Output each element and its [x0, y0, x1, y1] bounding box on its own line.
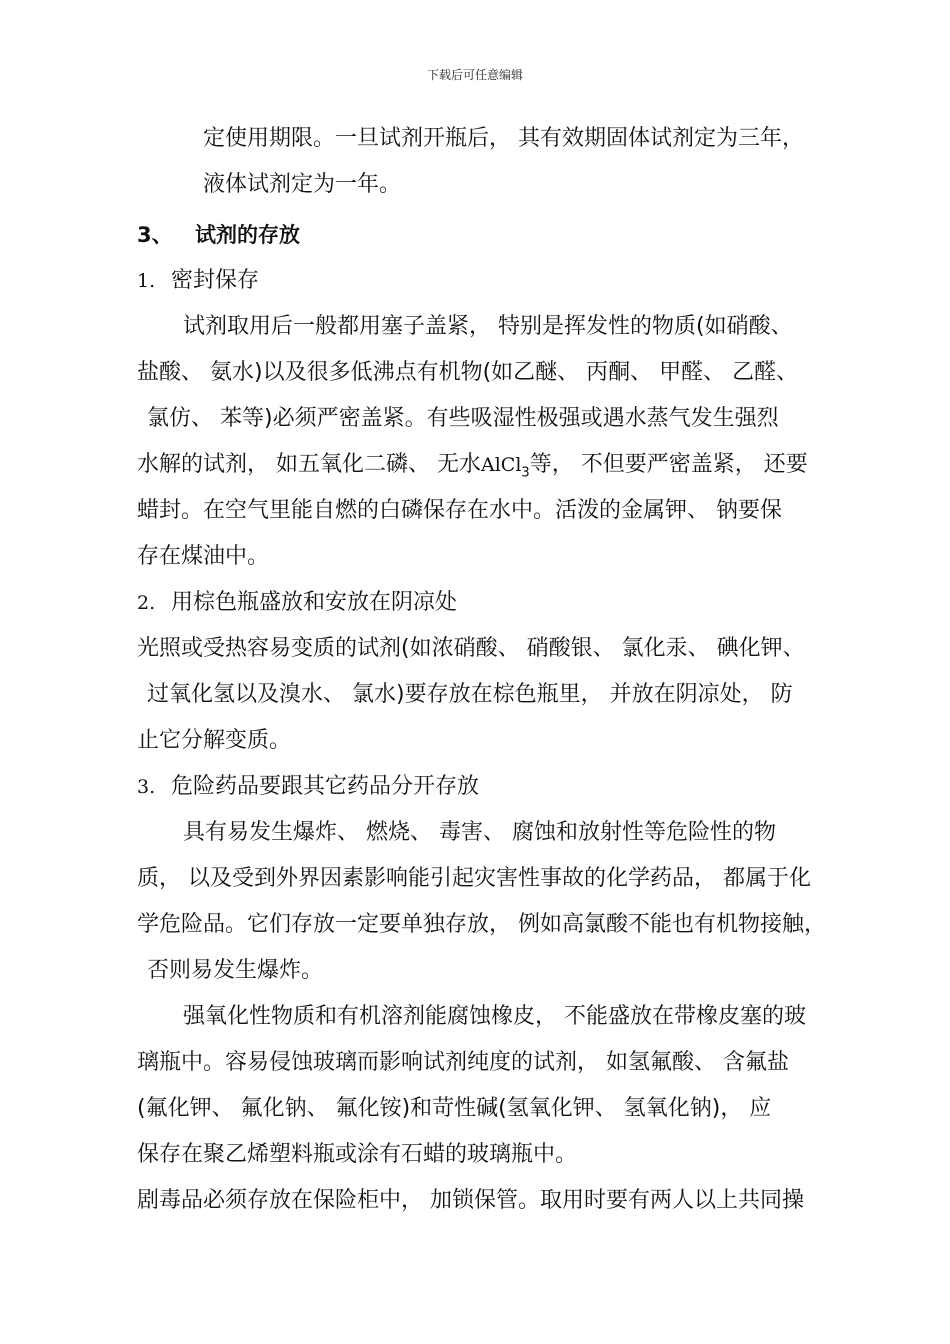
paragraph-line: 盐酸、 氨水)以及很多低沸点有机物(如乙醚、 丙酮、 甲醛、 乙醛、 — [137, 360, 799, 385]
paragraph-line — [137, 442, 850, 488]
chemical-formula: AlCl — [481, 454, 522, 476]
paragraph-line: 蜡封。在空气里能自燃的白磷保存在水中。活泼的金属钾、 钠要保 — [137, 498, 782, 523]
subsection-title: 用棕色瓶盛放和安放在阴凉处 — [171, 590, 458, 615]
paragraph-line: 氯仿、 苯等)必须严密盖紧。有些吸湿性极强或遇水蒸气发生强烈 — [147, 406, 779, 431]
paragraph-line: 定使用期限。一旦试剂开瓶后， 其有效期固体试剂定为三年， — [203, 126, 804, 151]
paragraph-line: 强氧化性物质和有机溶剂能腐蚀橡皮， 不能盛放在带橡皮塞的玻 — [183, 1004, 806, 1029]
subsection-number: 3. — [137, 776, 156, 798]
section-title: 试剂的存放 — [195, 223, 300, 247]
subsection-title: 危险药品要跟其它药品分开存放 — [171, 774, 480, 799]
subsection-number: 1. — [137, 270, 156, 292]
paragraph-line: 过氧化氢以及溴水、 氯水)要存放在棕色瓶里， 并放在阴凉处， 防 — [147, 682, 793, 707]
paragraph-line: 止它分解变质。 — [137, 728, 292, 753]
paragraph-line: 保存在聚乙烯塑料瓶或涂有石蜡的玻璃瓶中。 — [137, 1142, 578, 1167]
section-number: 3、 — [137, 223, 173, 247]
paragraph-line: 质， 以及受到外界因素影响能引起灾害性事故的化学药品， 都属于化 — [137, 866, 811, 891]
subsection-title: 密封保存 — [171, 268, 260, 293]
paragraph-line: 具有易发生爆炸、 燃烧、 毒害、 腐蚀和放射性等危险性的物 — [183, 820, 776, 845]
section-heading — [137, 212, 850, 258]
paragraph-line: 学危险品。它们存放一定要单独存放， 例如高氯酸不能也有机物接触， — [137, 912, 826, 937]
paragraph-line: 否则易发生爆炸。 — [147, 958, 324, 983]
subsection-heading — [137, 764, 850, 810]
subsection-heading — [137, 580, 850, 626]
page-header: 下载后可任意编辑 — [426, 68, 523, 82]
paragraph-line: 剧毒品必须存放在保险柜中， 加锁保管。取用时要有两人以上共同操 — [137, 1188, 804, 1213]
text-segment: 等， 不但要严密盖紧， 还要 — [529, 452, 808, 477]
paragraph-line: 液体试剂定为一年。 — [203, 172, 402, 197]
formula-subscript: 3 — [521, 465, 530, 481]
subsection-heading — [137, 258, 850, 304]
paragraph-line: 璃瓶中。容易侵蚀玻璃而影响试剂纯度的试剂， 如氢氟酸、 含氟盐 — [137, 1050, 789, 1075]
paragraph-line: 存在煤油中。 — [137, 544, 270, 569]
paragraph-line: 光照或受热容易变质的试剂(如浓硝酸、 硝酸银、 氯化汞、 碘化钾、 — [137, 636, 805, 661]
document-body — [137, 116, 850, 1224]
text-segment: 水解的试剂， 如五氧化二磷、 无水 — [137, 452, 481, 477]
paragraph-line: 试剂取用后一般都用塞子盖紧， 特别是挥发性的物质(如硝酸、 — [183, 314, 793, 339]
subsection-number: 2. — [137, 592, 156, 614]
paragraph-line: (氟化钾、 氟化钠、 氟化铵)和苛性碱(氢氧化钾、 氢氧化钠)， 应 — [137, 1096, 772, 1121]
